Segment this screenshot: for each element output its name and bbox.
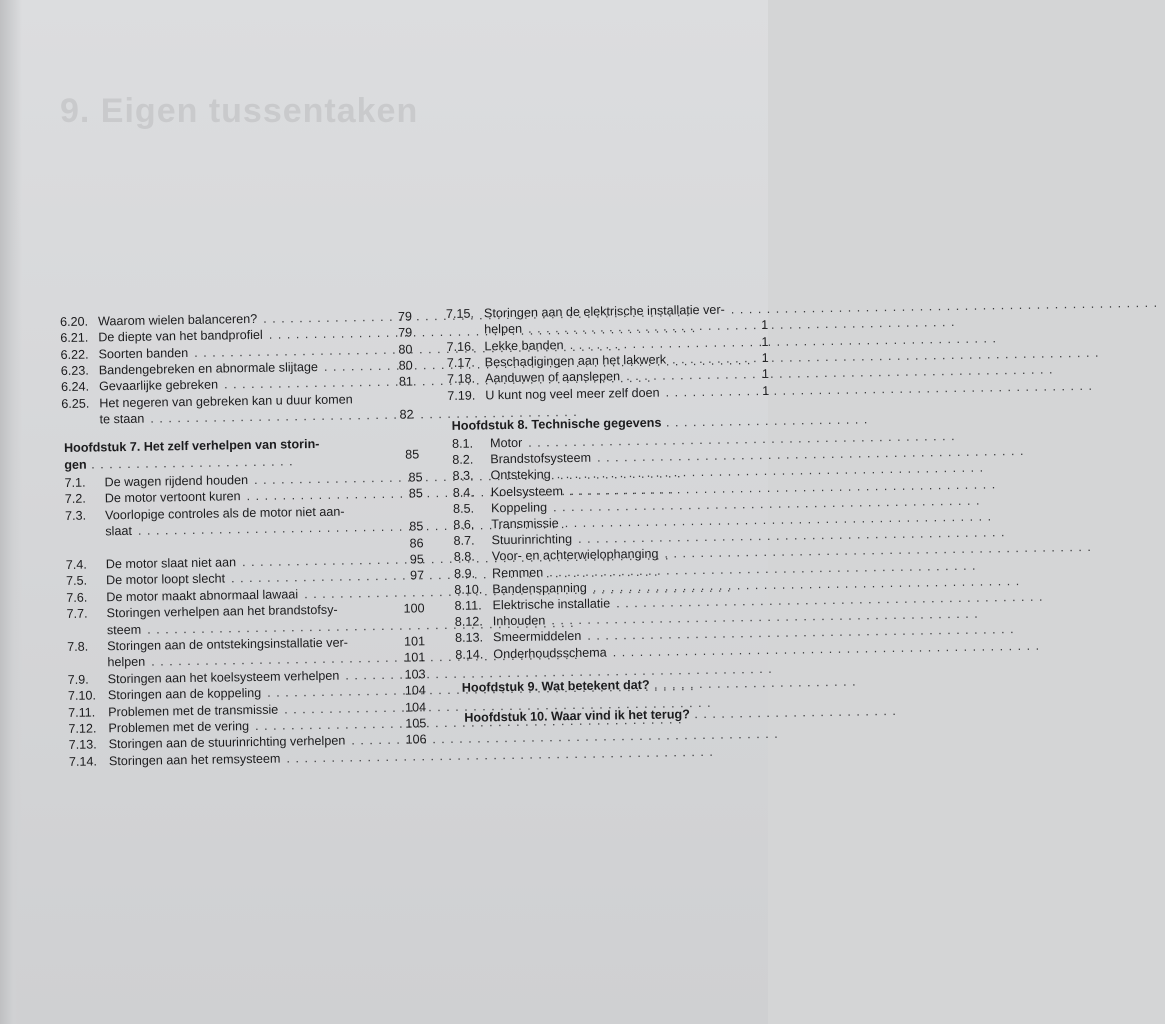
toc-entry-title: Lekke banden . . . [484,334,768,355]
toc-entry-title: U kunt nog veel meer zelf doen . . . [485,382,769,403]
toc-entry-number: 6.23. [60,363,89,378]
toc-entry-page: 100 [403,601,425,616]
toc-entry-title: steem . . . [107,617,389,638]
toc-entry-number: 8.14. [455,647,484,662]
chapter-9-heading: Hoofdstuk 9. Wat betekent dat? . . . [462,674,857,697]
toc-entry-number: 6.22. [60,347,89,362]
toc-entry-page: 103 [404,667,426,682]
toc-entry-title: Storingen verhelpen aan het brandstofsy- [106,602,338,621]
toc-entry-number: 7.10. [67,688,97,704]
toc-entry-title: Bandengebreken en abnormale slijtage . . . [99,358,379,379]
toc-entry-title: De wagen rijdend houden . . . [104,470,386,491]
chapter-8-heading: Hoofdstuk 8. Technische gegevens . . . [452,411,869,435]
toc-entry-title: De motor vertoont kuren . . . [105,486,387,507]
toc-entry-number: 8.9. [453,566,476,581]
toc-entry-number: 8.2. [452,452,474,468]
toc-entry-title: Elektrische installatie . . . [492,593,772,614]
toc-entry-page: 101 [404,650,426,666]
toc-entry-number: 6.20. [59,314,89,329]
toc-entry-number: 7.17. [446,355,475,370]
toc-entry-title: Koppeling . . . [491,496,771,517]
toc-entry-page: 79 [398,325,413,340]
toc-entry-number: 7.8. [67,639,89,654]
toc-entry-number: 8.11. [454,598,482,613]
toc-entry-page: 85 [409,519,424,534]
toc-entry-title: De motor maakt abnormaal lawaai . . . [106,585,388,606]
toc-entry-number: 8.12. [454,614,483,630]
toc-entry-number: 7.7. [66,606,88,622]
toc-entry-title: Inhouden . . . [493,609,773,630]
toc-entry-title: Aanduwen of aanslepen . . . [485,366,769,387]
toc-entry-page: 97 [409,568,425,583]
toc-entry-title: Storingen aan de koppeling . . . [108,683,390,704]
toc-entry [455,641,773,663]
toc-entry-number: 8.5. [452,501,475,516]
toc-entry-number: 7.14. [68,754,98,769]
toc-entry-page: 85 [408,470,423,485]
toc-entry-number: 7.11. [68,705,96,720]
toc-entry-title: Voor- en achterwielophanging . . . [492,544,772,565]
toc-entry-page: 1 [761,367,770,382]
toc-entry-number: 6.25. [61,396,90,411]
toc-entry-page: 104 [404,699,427,715]
show-through-title: 9. Eigen tussentaken [60,92,419,130]
toc-entry-page: 86 [409,535,424,551]
toc-entry-page: 82 [399,407,414,422]
toc-entry-title: Transmissie . . . [491,512,771,533]
toc-entry-page: 1 [761,334,769,349]
toc-entry-number: 7.19. [447,388,476,403]
toc-entry-number: 8.8. [453,549,475,565]
toc-entry [61,407,379,429]
toc-entry [447,382,769,404]
toc-entry-number: 7.18. [446,371,476,387]
toc-entry-title: Storingen aan het remsysteem . . . [109,749,391,770]
toc-entry-page: 105 [405,716,427,731]
toc-entry-number: 8.13. [454,630,484,646]
toc-entry-title: Storingen aan het koelsysteem verhelpen . . . [108,667,390,688]
chapter-7-heading-line1: Hoofdstuk 7. Het zelf verhelpen van storin- [63,436,320,455]
toc-entry-title: Storingen aan de stuurinrichting verhelpen . . . [109,732,391,753]
toc-entry-title: Brandstofsysteem . . . [490,447,770,468]
toc-entry-number: 8.7. [453,533,475,549]
toc-entry-title: Gevaarlijke gebreken . . . [99,374,379,395]
toc-entry [69,749,391,771]
toc-entry-number: 6.24. [60,379,90,395]
toc-entry-number: 8.10. [454,582,483,597]
toc-entry-page: 104 [404,683,426,698]
toc-entry-title: Problemen met de vering . . . [108,716,390,737]
toc-entry-page: 79 [397,309,413,324]
toc-entry-number: 7.1. [64,475,86,490]
toc-entry-page: 85 [408,486,423,501]
toc-entry-title: Voorlopige controles als de motor niet aan- [104,504,345,523]
toc-entry-number: 7.16. [446,339,475,354]
toc-entry-number: 8.3. [452,468,474,484]
toc-entry-number: 6.21. [60,330,89,346]
toc-entry-title: helpen . . . [484,317,768,338]
toc-entry-page: 80 [398,342,413,357]
toc-entry-number: 7.2. [64,492,86,507]
toc-entry-number: 7.15. [445,306,475,321]
toc-entry-title: De motor loopt slecht . . . [106,568,388,589]
toc-entry-page: 95 [409,552,424,567]
chapter-10-heading: Hoofdstuk 10. Waar vind ik het terug? . . . [464,703,897,727]
toc-entry-number: 7.4. [65,557,87,572]
toc-entry-number: 7.13. [68,737,97,753]
toc-entry-title: Stuurinrichting . . . [491,528,771,549]
toc-entry-title: Soorten banden . . . [98,342,378,363]
toc-entry-title: De motor slaat niet aan . . . [106,552,388,573]
toc-entry-number: 8.4. [452,485,474,500]
toc-entry-title: Storingen aan de elektrische installatie ver- . . . [484,301,768,322]
toc-entry-number: 8.1. [451,436,474,451]
toc-entry-page: 81 [398,374,414,389]
toc-entry-page: 106 [405,732,427,748]
toc-entry-number: 7.5. [65,573,88,589]
toc-entry-title: Ontsteking . . . [490,463,770,484]
toc-entry-title: Beschadigingen aan het lakwerk . . . [485,350,769,371]
toc-entry-title: Smeermiddelen . . . [493,625,773,646]
toc-entry-title: Storingen aan de ontstekingsinstallatie ver- [107,635,349,654]
toc-entry-title: Koelsysteem . . . [491,479,771,500]
chapter-7-heading-line2: gen . . . [64,453,294,474]
chapter-7-page: 85 [405,447,420,462]
toc-entry-title: Remmen . . . [492,560,772,581]
toc-entry-title: Motor . . . [490,431,770,452]
toc-entry-number: 7.12. [68,721,97,736]
toc-entry-number: 7.9. [67,672,89,687]
toc-entry-title: Bandenspanning . . . [492,577,772,598]
toc-entry-number: 7.6. [66,590,88,605]
toc-entry-title: Onderhoudsschema . . . [493,641,773,662]
toc-entry-title: helpen . . . [107,650,389,671]
toc-entry-page: 1 [761,318,769,333]
toc-entry-title: De diepte van het bandprofiel . . . [98,325,378,346]
toc-entry-title: Het negeren van gebreken kan u duur komen [99,391,353,410]
toc-entry-title: Problemen met de transmissie . . . [108,699,390,720]
toc-entry-number: 7.3. [64,508,87,523]
toc-entry-title: te staan . . . [99,407,379,428]
toc-entry-number: 8.6. [453,517,475,532]
toc-entry-page: 101 [403,634,426,649]
toc-entry-title: Waarom wielen balanceren? . . . [98,309,378,330]
toc-entry-page: 1 [761,350,769,365]
page-gutter-shadow [0,0,22,1024]
toc-entry-page: 1 [762,383,770,398]
toc-entry-title: slaat . . . [105,519,387,540]
toc-entry-page: 80 [398,358,413,373]
